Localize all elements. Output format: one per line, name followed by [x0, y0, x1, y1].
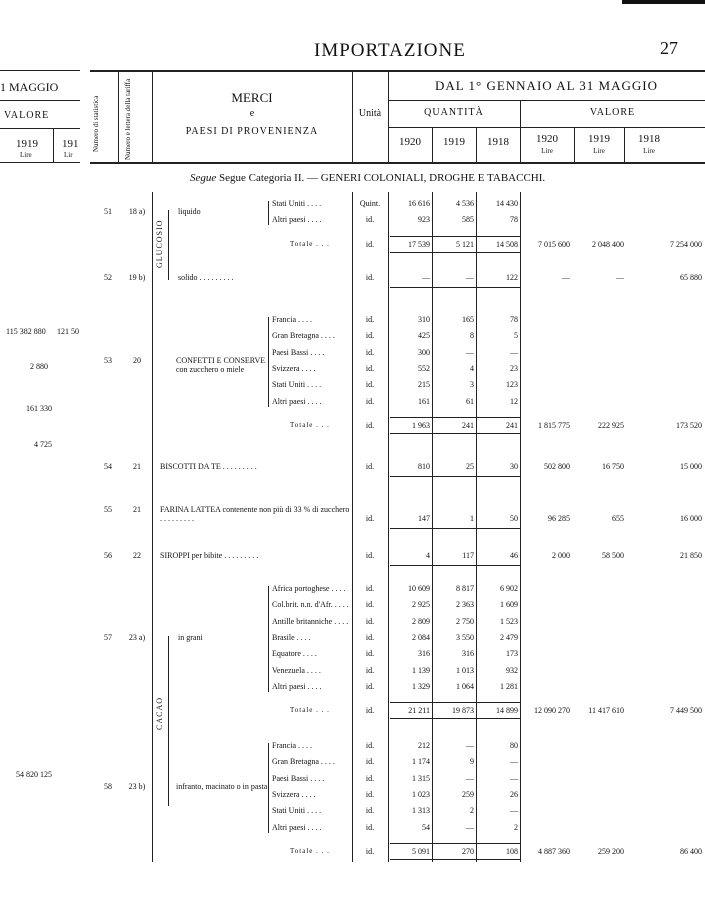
quantity-value: — — [466, 773, 474, 783]
page-number: 27 — [660, 38, 678, 58]
row-merce-label: in grani — [178, 632, 203, 642]
row-tariff-number: 21 — [133, 505, 141, 514]
quantity-value: 2 363 — [456, 600, 474, 610]
body-col-rule — [432, 192, 433, 862]
left-valore: VALORE — [4, 110, 50, 121]
quantity-value: 9 — [470, 757, 474, 767]
left-year: 191 — [62, 138, 79, 150]
quantity-value: 425 — [418, 331, 430, 341]
row-merce-label: SIROPPI per bibite . . . . . . . . . — [160, 551, 259, 560]
country-name: Francia . . . . — [272, 741, 312, 750]
total-quantity-value: 241 — [506, 420, 518, 430]
row-tariff-number: 22 — [133, 551, 141, 560]
row-stat-number: 55 — [104, 505, 112, 514]
row-stat-number: 54 — [104, 462, 112, 471]
value-value: 58 500 — [602, 551, 624, 560]
country-brace — [268, 317, 269, 407]
total-value: 12 090 270 — [534, 706, 570, 716]
quantity-value: 1 174 — [412, 757, 430, 767]
quantity-value: 8 — [470, 331, 474, 341]
quantity-value: 2 925 — [412, 600, 430, 610]
row-unit: id. — [365, 273, 375, 282]
row-unit: id. — [365, 380, 375, 390]
quantity-value: 552 — [418, 363, 430, 373]
row-unit: id. — [365, 846, 375, 856]
quantity-value: 1 329 — [412, 681, 430, 691]
total-label: Totale . . . — [290, 420, 330, 429]
page-title: IMPORTAZIONE — [314, 40, 466, 61]
v-unit: Lire — [541, 147, 553, 155]
col-header-unita: Unità — [358, 108, 382, 119]
country-name: Altri paesi . . . . — [272, 681, 322, 691]
value-value: — — [562, 273, 570, 282]
quantity-value: 173 — [506, 649, 518, 659]
quantity-value: 2 084 — [412, 632, 430, 642]
left-rule — [0, 162, 80, 163]
value-value: 96 285 — [548, 514, 570, 523]
row-unit: id. — [365, 215, 375, 225]
quantity-value: 1 523 — [500, 616, 518, 626]
quantity-value: 310 — [418, 315, 430, 324]
quantity-value: 4 — [470, 363, 474, 373]
total-rule — [390, 236, 520, 237]
body-col-rule — [520, 192, 521, 862]
value-value: 655 — [612, 514, 624, 523]
value-value: 16 000 — [680, 514, 702, 523]
row-unit: id. — [365, 616, 375, 626]
header-bottom-rule — [90, 162, 705, 164]
quantity-value: — — [422, 273, 430, 282]
row-merce-label: FARINA LATTEA contenente non più di 33 % di zucchero . . . . . . . . . — [160, 505, 350, 523]
row-merce-label: BISCOTTI DA TE . . . . . . . . . — [160, 462, 257, 471]
total-label: Totale . . . — [290, 706, 330, 715]
row-unit: id. — [365, 514, 375, 523]
body-col-rule — [352, 192, 353, 862]
value-value: 15 000 — [680, 462, 702, 471]
quantity-value: 215 — [418, 380, 430, 390]
quantity-value: 1 315 — [412, 773, 430, 783]
row-stat-number: 53 — [104, 355, 112, 365]
row-unit: id. — [365, 706, 375, 716]
row-stat-number: 52 — [104, 273, 112, 282]
total-value: 7 015 600 — [538, 239, 570, 249]
total-value: 4 887 360 — [538, 846, 570, 856]
country-name: Svizzera . . . . — [272, 789, 316, 799]
quantity-value: 316 — [462, 649, 474, 659]
quantity-value: 1 — [470, 514, 474, 523]
total-rule — [390, 718, 520, 719]
row-unit: id. — [365, 551, 375, 560]
header-quantita: QUANTITÀ — [424, 107, 484, 118]
country-name: Svizzera . . . . — [272, 363, 316, 373]
left-number: 54 820 125 — [16, 770, 52, 779]
quantity-value: 1 281 — [500, 681, 518, 691]
row-rule — [390, 565, 520, 566]
row-unit: id. — [365, 789, 375, 799]
quantity-value: 30 — [510, 462, 518, 471]
quantity-value: 923 — [418, 215, 430, 225]
row-tariff-number: 19 b) — [128, 273, 146, 282]
quantity-value: 80 — [510, 741, 518, 750]
q-year: 1919 — [443, 136, 465, 148]
country-name: Stati Uniti . . . . — [272, 380, 322, 390]
quantity-value: — — [466, 347, 474, 357]
total-quantity-value: 21 211 — [408, 706, 430, 716]
quantity-value: 2 479 — [500, 632, 518, 642]
quantity-value: — — [466, 741, 474, 750]
col-header-paesi: PAESI DI PROVENIENZA — [185, 126, 319, 137]
quantity-value: 78 — [510, 215, 518, 225]
left-unit: Lire — [20, 151, 32, 159]
body-col-rule — [476, 192, 477, 862]
quantity-value: 16 616 — [408, 199, 430, 208]
quantity-value: 25 — [466, 462, 474, 471]
quantity-value: — — [510, 757, 518, 767]
row-rule — [390, 287, 520, 288]
total-value: 1 815 775 — [538, 420, 570, 430]
left-month: 1 MAGGIO — [0, 80, 59, 94]
quantity-value: 1 064 — [456, 681, 474, 691]
row-unit: id. — [365, 363, 375, 373]
total-rule — [390, 859, 520, 860]
quantity-value: 316 — [418, 649, 430, 659]
row-merce-label: CONFETTI E CONSERVE con zucchero o miele — [176, 355, 266, 374]
row-unit: Quint. — [359, 199, 381, 208]
country-name: Paesi Bassi . . . . — [272, 773, 325, 783]
left-year: 1919 — [16, 138, 38, 150]
q-year: 1920 — [399, 136, 421, 148]
quantity-value: 23 — [510, 363, 518, 373]
row-stat-number: 56 — [104, 551, 112, 560]
country-name: Brasile . . . . — [272, 632, 311, 642]
left-number: 115 382 880 — [6, 327, 46, 336]
total-rule — [390, 433, 520, 434]
country-name: Gran Bretagna . . . . — [272, 331, 335, 341]
quantity-value: 2 — [514, 822, 518, 832]
quantity-value: — — [510, 347, 518, 357]
total-value: 7 449 500 — [670, 706, 702, 716]
body-col-rule — [388, 192, 389, 862]
value-value: 2 000 — [552, 551, 570, 560]
row-unit: id. — [365, 600, 375, 610]
quantity-value: 50 — [510, 514, 518, 523]
header-period: DAL 1° GENNAIO AL 31 MAGGIO — [435, 78, 658, 93]
total-quantity-value: 14 508 — [496, 239, 518, 249]
quantity-value: 1 139 — [412, 665, 430, 675]
row-unit: id. — [365, 396, 375, 406]
left-number: 121 50 — [57, 327, 79, 336]
quantity-value: 10 609 — [408, 584, 430, 593]
row-tariff-number: 23 b) — [128, 781, 146, 791]
quantity-value: 932 — [506, 665, 518, 675]
country-name: Paesi Bassi . . . . — [272, 347, 325, 357]
total-value: 173 520 — [676, 420, 702, 430]
col-header-merci: MERCI — [231, 90, 273, 105]
quantity-value: 61 — [466, 396, 474, 406]
quantity-value: 4 — [426, 551, 430, 560]
row-stat-number: 57 — [104, 632, 112, 642]
col-header-e: e — [249, 108, 255, 119]
total-quantity-value: 5 121 — [456, 239, 474, 249]
country-brace — [268, 201, 269, 225]
row-merce-label: liquido — [178, 207, 201, 217]
country-brace — [268, 586, 269, 692]
country-brace — [268, 743, 269, 833]
row-unit: id. — [365, 315, 375, 324]
total-rule — [390, 843, 520, 844]
total-quantity-value: 241 — [462, 420, 474, 430]
quantity-value: 1 313 — [412, 806, 430, 816]
group-brace — [168, 636, 169, 806]
row-tariff-number: 18 a) — [128, 207, 146, 217]
left-number: 4 725 — [34, 440, 52, 449]
row-tariff-number: 21 — [133, 462, 141, 471]
col-header-numero-tariffa: Numero e lettera della tariffa — [124, 78, 132, 160]
group-label: CACAO — [155, 696, 164, 730]
quantity-value: 14 430 — [496, 199, 518, 208]
quantity-value: 212 — [418, 741, 430, 750]
row-merce-label: infranto, macinato o in pasta — [176, 781, 268, 791]
value-value: 65 880 — [680, 273, 702, 282]
body-col-rule — [152, 192, 153, 862]
total-quantity-value: 19 873 — [452, 706, 474, 716]
left-rule — [0, 70, 80, 71]
quantity-value: 3 550 — [456, 632, 474, 642]
quantity-value: — — [510, 773, 518, 783]
country-name: Col.brit. n.n. d'Afr. . . . . — [272, 600, 349, 610]
v-year: 1919 — [588, 133, 610, 145]
total-rule — [390, 702, 520, 703]
country-name: Altri paesi . . . . — [272, 396, 322, 406]
total-rule — [390, 417, 520, 418]
country-name: Francia . . . . — [272, 315, 312, 324]
row-merce-label: solido . . . . . . . . . — [178, 273, 234, 282]
value-value: 16 750 — [602, 462, 624, 471]
quantity-value: 122 — [506, 273, 518, 282]
row-unit: id. — [365, 681, 375, 691]
quantity-value: — — [466, 822, 474, 832]
col-header-numero-statistica: Numero di statistica — [92, 95, 100, 152]
total-value: 222 925 — [598, 420, 624, 430]
total-quantity-value: 108 — [506, 846, 518, 856]
v-unit: Lire — [643, 147, 655, 155]
quantity-value: 2 750 — [456, 616, 474, 626]
row-unit: id. — [365, 773, 375, 783]
quantity-value: 1 023 — [412, 789, 430, 799]
row-unit: id. — [365, 420, 375, 430]
country-name: Altri paesi . . . . — [272, 215, 322, 225]
q-year: 1918 — [487, 136, 509, 148]
row-unit: id. — [365, 822, 375, 832]
row-unit: id. — [365, 239, 375, 249]
total-value: 2 048 400 — [592, 239, 624, 249]
quantity-value: 8 817 — [456, 584, 474, 593]
quantity-value: 2 — [470, 806, 474, 816]
quantity-value: 4 536 — [456, 199, 474, 208]
left-rule — [53, 128, 54, 162]
quantity-value: 5 — [514, 331, 518, 341]
total-label: Totale . . . — [290, 239, 330, 248]
quantity-value: 78 — [510, 315, 518, 324]
quantity-value: 300 — [418, 347, 430, 357]
row-unit: id. — [365, 331, 375, 341]
quantity-value: 585 — [462, 215, 474, 225]
row-tariff-number: 20 — [133, 355, 141, 365]
quantity-value: 259 — [462, 789, 474, 799]
country-name: Gran Bretagna . . . . — [272, 757, 335, 767]
header-mid-rule — [388, 127, 705, 128]
quantity-value: 1 013 — [456, 665, 474, 675]
country-name: Africa portoghese . . . . — [272, 584, 346, 593]
country-name: Altri paesi . . . . — [272, 822, 322, 832]
quantity-value: 12 — [510, 396, 518, 406]
header-mid-rule — [388, 100, 705, 101]
country-name: Antille britanniche . . . . — [272, 616, 349, 626]
quantity-value: 117 — [462, 551, 474, 560]
left-rule — [0, 100, 80, 101]
row-unit: id. — [365, 649, 375, 659]
quantity-value: — — [466, 273, 474, 282]
row-unit: id. — [365, 347, 375, 357]
total-quantity-value: 14 899 — [496, 706, 518, 716]
top-edge-bar — [622, 0, 705, 4]
total-quantity-value: 270 — [462, 846, 474, 856]
row-unit: id. — [365, 462, 375, 471]
quantity-value: — — [510, 806, 518, 816]
row-rule — [390, 528, 520, 529]
v-year: 1920 — [536, 133, 558, 145]
row-unit: id. — [365, 632, 375, 642]
row-unit: id. — [365, 584, 375, 593]
quantity-value: 6 902 — [500, 584, 518, 593]
group-label: GLUCOSIO — [155, 219, 164, 268]
quantity-value: 1 609 — [500, 600, 518, 610]
total-label: Totale . . . — [290, 846, 330, 855]
row-tariff-number: 23 a) — [128, 632, 146, 642]
quantity-value: 165 — [462, 315, 474, 324]
value-value: 21 850 — [680, 551, 702, 560]
row-unit: id. — [365, 665, 375, 675]
quantity-value: 46 — [510, 551, 518, 560]
row-unit: id. — [365, 806, 375, 816]
total-rule — [390, 252, 520, 253]
v-year: 1918 — [638, 133, 660, 145]
row-stat-number: 58 — [104, 781, 112, 791]
header-valore: VALORE — [589, 107, 636, 118]
row-stat-number: 51 — [104, 207, 112, 217]
quantity-value: 54 — [422, 822, 430, 832]
quantity-value: 147 — [418, 514, 430, 523]
total-value: 7 254 000 — [670, 239, 702, 249]
total-quantity-value: 17 539 — [408, 239, 430, 249]
left-rule — [0, 128, 80, 129]
quantity-value: 2 809 — [412, 616, 430, 626]
category-heading: Segue Segue Categoria II. — GENERI COLONIALI, DROGHE E TABACCHI. — [190, 172, 546, 184]
quantity-value: 161 — [418, 396, 430, 406]
country-name: Stati Uniti . . . . — [272, 806, 322, 816]
row-unit: id. — [365, 741, 375, 750]
v-unit: Lire — [593, 147, 605, 155]
country-name: Venezuela . . . . — [272, 665, 321, 675]
total-value: 86 400 — [680, 846, 702, 856]
quantity-value: 26 — [510, 789, 518, 799]
left-number: 2 880 — [30, 362, 48, 371]
quantity-value: 810 — [418, 462, 430, 471]
col-rule — [118, 70, 119, 164]
total-quantity-value: 1 963 — [412, 420, 430, 430]
quantity-value: 3 — [470, 380, 474, 390]
country-name: Stati Uniti . . . . — [272, 199, 322, 208]
value-value: — — [616, 273, 624, 282]
row-rule — [390, 476, 520, 477]
value-value: 502 800 — [544, 462, 570, 471]
header-top-rule — [90, 70, 705, 72]
group-brace — [168, 210, 169, 280]
left-unit: Lir — [64, 151, 73, 159]
total-value: 259 200 — [598, 846, 624, 856]
total-quantity-value: 5 091 — [412, 846, 430, 856]
quantity-value: 123 — [506, 380, 518, 390]
total-value: 11 417 610 — [588, 706, 624, 716]
row-unit: id. — [365, 757, 375, 767]
country-name: Equatore . . . . — [272, 649, 317, 659]
left-number: 161 330 — [26, 404, 52, 413]
